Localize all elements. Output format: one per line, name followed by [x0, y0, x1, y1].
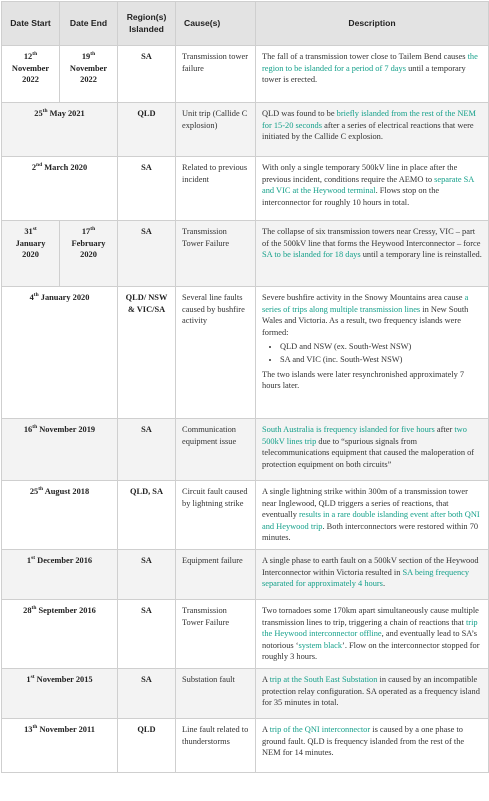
description-cell: Severe bushfire activity in the Snowy Mountains area cause a series of trips along multiple transmission lines in New South Wales and Victoria. As a result, two frequency islands were formed: • QLD and NSW (ex. South-West NSW) • SA and VIC (inc. South-West NSW) The two islands were later resynchronished approximately 7 hours later.: [256, 287, 489, 419]
description-cell: A trip of the QNI interconnector is caused by a one phase to ground fault. QLD is frequency islanded from the rest of the NEM for 14 minutes.: [256, 718, 489, 772]
region-cell: SA: [118, 599, 176, 668]
table-header: [2, 2, 489, 46]
date-cell: 13th November 2011: [2, 718, 118, 772]
table-row: [2, 549, 489, 599]
cause-cell: Several line faults caused by bushfire activity: [176, 287, 256, 419]
cause-cell: Circuit fault caused by lightning strike: [176, 481, 256, 550]
table-row: [2, 599, 489, 668]
table-row: [2, 287, 489, 419]
region-cell: SA: [118, 668, 176, 718]
description-link[interactable]: trip of the QNI interconnector: [269, 724, 371, 734]
description-link[interactable]: SA to be islanded for 18 days: [262, 250, 361, 260]
header-description: Description: [256, 2, 489, 46]
date-cell: 28th September 2016: [2, 599, 118, 668]
description-cell: A single phase to earth fault on a 500kV section of the Heywood Interconnector within Victoria resulted in SA being frequency separated for approximately 4 hours.: [256, 549, 489, 599]
region-cell: QLD, SA: [118, 481, 176, 550]
cause-cell: Transmission Tower Failure: [176, 599, 256, 668]
description-cell: QLD was found to be briefly islanded from the rest of the NEM for 15-20 seconds after a series of electrical reactions that were initiated by the Callide C explosion.: [256, 103, 489, 157]
description-cell: A single lightning strike within 300m of a transmission tower near Inglewood, QLD triggers a series of reactions, that eventually results in a rare double islanding event after both QNI and Heywood trip. Both interconnectors were restored within 70 minutes.: [256, 481, 489, 550]
description-cell: South Australia is frequency islanded for five hours after two 500kV lines trip due to “spurious signals from telecommunications equipment that caused the maloperation of protection equipment on both circuits”: [256, 419, 489, 481]
description-link[interactable]: SA being frequency separated for approximately 4 hours: [262, 567, 470, 589]
description-link[interactable]: South Australia is frequency islanded for five hours: [262, 425, 435, 434]
table-row: [2, 668, 489, 718]
date-end-cell: 19th November 2022: [60, 46, 118, 103]
date-cell: 1st November 2015: [2, 668, 118, 718]
date-cell: 2nd March 2020: [2, 157, 118, 221]
region-cell: SA: [118, 221, 176, 287]
description-cell: Two tornadoes some 170km apart simultaneously cause multiple transmission lines to trip, triggering a chain of reactions that trip the Heywood interconnector offline, and eventually lead to SA’s notorious ‘system black’. Flow on the interconnector stopped for roughly 3 hours.: [256, 599, 489, 668]
description-link[interactable]: a series of trips along multiple transmission lines: [262, 293, 469, 314]
date-cell: 4th January 2020: [2, 287, 118, 419]
date-cell: 1st December 2016: [2, 549, 118, 599]
description-link[interactable]: two 500kV lines trip: [262, 425, 467, 446]
description-link[interactable]: briefly islanded from the rest of the NEM for 15-20 seconds: [262, 109, 476, 130]
cause-cell: Unit trip (Callide C explosion): [176, 103, 256, 157]
description-link[interactable]: separate SA and VIC at the Heywood terminal: [262, 174, 474, 196]
description-link[interactable]: the region to be islanded for a period of 7 days: [262, 52, 478, 73]
cause-cell: Line fault related to thunderstorms: [176, 718, 256, 772]
table-row: [2, 221, 489, 287]
region-cell: SA: [118, 549, 176, 599]
table-row: [2, 157, 489, 221]
islanding-events-table: [1, 1, 489, 773]
cause-cell: Transmission Tower Failure: [176, 221, 256, 287]
region-cell: SA: [118, 46, 176, 103]
description-cell: With only a single temporary 500kV line in place after the previous incident, conditions require the AEMO to separate SA and VIC at the Heywood terminal. Flows stop on the interconnector for roughly 10 hours in total.: [256, 157, 489, 221]
description-link[interactable]: system black: [298, 640, 343, 650]
region-cell: QLD/ NSW & VIC/SA: [118, 287, 176, 419]
description-cell: A trip at the South East Substation in caused by an incompatible protection relay configuration. SA operated as a frequency island for 35 minutes in total.: [256, 668, 489, 718]
region-cell: QLD: [118, 103, 176, 157]
date-end-cell: 17th February 2020: [60, 221, 118, 287]
description-link[interactable]: trip at the South East Substation: [269, 674, 378, 684]
date-cell: 25th August 2018: [2, 481, 118, 550]
list-item: • QLD and NSW (ex. South-West NSW): [280, 341, 482, 353]
region-cell: QLD: [118, 718, 176, 772]
table-row: [2, 419, 489, 481]
header-cause: Cause(s): [176, 2, 256, 46]
cause-cell: Equipment failure: [176, 549, 256, 599]
region-cell: SA: [118, 157, 176, 221]
cause-cell: Related to previous incident: [176, 157, 256, 221]
description-cell: The fall of a transmission tower close to Tailem Bend causes the region to be islanded for a period of 7 days until a temporary tower is erected.: [256, 46, 489, 103]
header-date-end: Date End: [60, 2, 118, 46]
header-region: Region(s) Islanded: [118, 2, 176, 46]
description-cell: The collapse of six transmission towers near Cressy, VIC – part of the 500kV line that forms the Heywood Interconnector – force SA to be islanded for 18 days until a temporary line is reinstalled.: [256, 221, 489, 287]
table-row: [2, 481, 489, 550]
region-cell: SA: [118, 419, 176, 481]
date-start-cell: 12th November 2022: [2, 46, 60, 103]
cause-cell: Substation fault: [176, 668, 256, 718]
header-date-start: Date Start: [2, 2, 60, 46]
date-start-cell: 31st January 2020: [2, 221, 60, 287]
date-cell: 25th May 2021: [2, 103, 118, 157]
island-list: [262, 341, 482, 365]
list-item: • SA and VIC (inc. South-West NSW): [280, 354, 482, 366]
description-link[interactable]: results in a rare double islanding event after both QNI and Heywood trip: [262, 510, 480, 531]
table-row: [2, 103, 489, 157]
cause-cell: Communication equipment issue: [176, 419, 256, 481]
table-row: [2, 46, 489, 103]
table-row: [2, 718, 489, 772]
date-cell: 16th November 2019: [2, 419, 118, 481]
cause-cell: Transmission tower failure: [176, 46, 256, 103]
description-link[interactable]: trip the Heywood interconnector offline: [262, 617, 478, 639]
